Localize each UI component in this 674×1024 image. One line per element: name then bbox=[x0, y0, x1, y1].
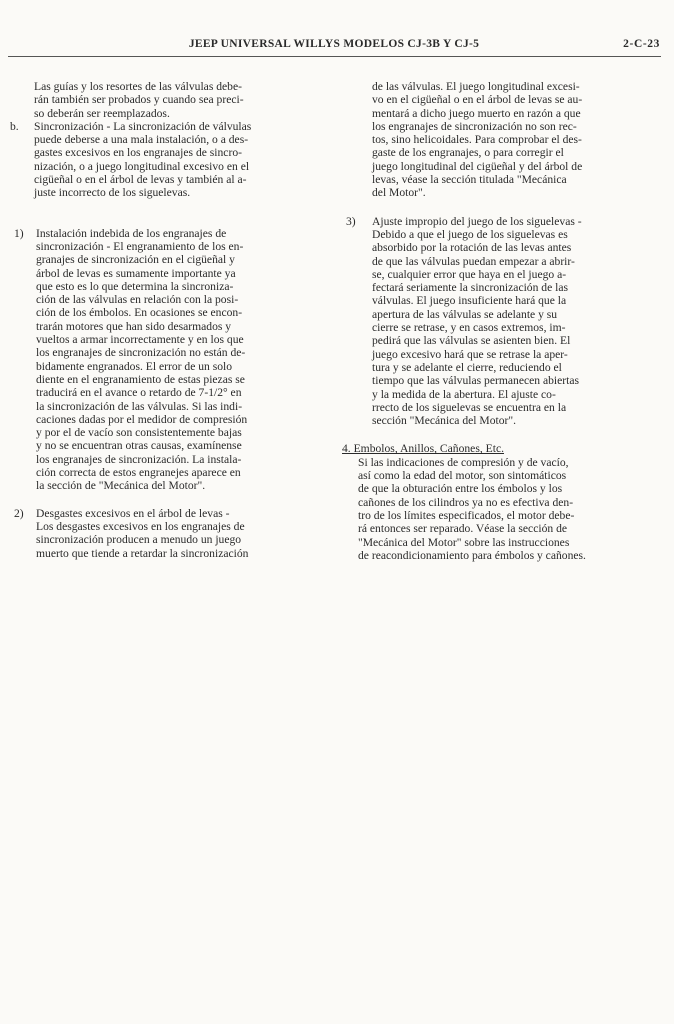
text-line: y por el de vacío son consistentemente bajas bbox=[36, 426, 242, 440]
text-line: traducirá en el avance o retardo de 7-1/2° en bbox=[36, 386, 242, 400]
text-line: juste incorrecto de los siguelevas. bbox=[34, 186, 191, 200]
text-line: la sección de "Mecánica del Motor". bbox=[36, 479, 206, 493]
text-line: Desgastes excesivos en el árbol de levas - bbox=[36, 506, 230, 520]
text-line: los engranajes de sincronización. La instala- bbox=[36, 452, 242, 466]
text-line: los engranajes de sincronización no están de- bbox=[36, 346, 246, 360]
paragraph-continuation bbox=[346, 80, 652, 200]
text-line: tro de los límites especificados, el motor debe- bbox=[358, 508, 575, 522]
section-b-sincronizacion bbox=[10, 120, 322, 200]
text-line: levas, véase la sección titulada "Mecánica bbox=[372, 173, 567, 187]
text-line: Ajuste impropio del juego de los siguelevas - bbox=[372, 214, 582, 228]
text-line: caciones dadas por el medidor de compresión bbox=[36, 412, 248, 426]
text-line: vueltos a armar incorrectamente y en los que bbox=[36, 333, 244, 347]
text-line: Debido a que el juego de los siguelevas es bbox=[372, 227, 568, 241]
text-line: del Motor". bbox=[372, 186, 426, 200]
item-2-desgastes bbox=[14, 507, 322, 560]
item-4-embolos bbox=[342, 442, 652, 562]
text-line: Los desgastes excesivos en los engranajes de bbox=[36, 519, 245, 533]
text-line: cañones de los cilindros ya no es efectiva den- bbox=[358, 495, 574, 509]
text-line: so deberán ser reemplazados. bbox=[34, 106, 170, 120]
text-line: cierre se retrase, y en casos extremos, im- bbox=[372, 321, 566, 335]
text-line: Instalación indebida de los engranajes de bbox=[36, 226, 227, 240]
text-line: de que la obturación entre los émbolos y los bbox=[358, 482, 563, 496]
text-line: que esto es lo que determina la sincroniza- bbox=[36, 279, 234, 293]
text-line: puede deberse a una mala instalación, o a des- bbox=[34, 133, 249, 147]
text-line: juego excesivo hará que se retrase la aper- bbox=[372, 347, 568, 361]
text-line: sección "Mecánica del Motor". bbox=[372, 414, 517, 428]
text-line: tos, sino helicoidales. Para comprobar el des- bbox=[372, 133, 582, 147]
text-line: rán también ser probados y cuando sea preci- bbox=[34, 93, 244, 107]
text-line: nización, o a juego longitudinal excesivo en el bbox=[34, 159, 250, 173]
text-line: de reacondicionamiento para émbolos y cañones. bbox=[358, 548, 586, 562]
paragraph-valve-guides bbox=[14, 80, 322, 120]
text-line: vo en el cigüeñal o en el árbol de levas se au- bbox=[372, 93, 583, 107]
text-line: sincronización - El engranamiento de los en- bbox=[36, 239, 244, 253]
text-line: ción de las válvulas en relación con la posi- bbox=[36, 293, 239, 307]
text-line: la sincronización de las válvulas. Si las indi- bbox=[36, 399, 243, 413]
text-line: rrecto de los siguelevas se encuentra en la bbox=[372, 400, 567, 414]
page-header bbox=[8, 38, 660, 54]
text-line: y no se encuentran otras causas, examínense bbox=[36, 439, 242, 453]
text-line: tura y se adelante el cierre, reduciendo el bbox=[372, 360, 562, 374]
text-line: gastes excesivos en los engranajes de sincro- bbox=[34, 146, 242, 160]
text-line: fectará seriamente la sincronización de las bbox=[372, 281, 569, 295]
text-line: Sincronización - La sincronización de válvulas bbox=[34, 119, 252, 133]
text-line: así como la edad del motor, son sintomáticos bbox=[358, 469, 567, 483]
text-line: ción correcta de estos engranejes aparece en bbox=[36, 466, 241, 480]
text-line: válvulas. El juego insuficiente hará que la bbox=[372, 294, 567, 308]
text-line: Si las indicaciones de compresión y de vacío, bbox=[358, 455, 569, 469]
item-marker: 1) bbox=[14, 226, 24, 240]
item-3-ajuste bbox=[346, 215, 652, 428]
text-line: rá entonces ser reparado. Véase la sección de bbox=[358, 522, 568, 536]
header-rule bbox=[8, 56, 661, 57]
item-marker: 3) bbox=[346, 214, 356, 228]
text-line: "Mecánica del Motor" sobre las instrucciones bbox=[358, 535, 570, 549]
page-number: 2-C-23 bbox=[623, 38, 660, 50]
text-line: mentará a dicho juego muerto en razón a que bbox=[372, 106, 581, 120]
text-line: se, cualquier error que haya en el juego a- bbox=[372, 267, 567, 281]
text-line: Las guías y los resortes de las válvulas debe- bbox=[34, 80, 242, 93]
right-column bbox=[342, 80, 652, 562]
text-line: bidamente engranados. El error de un solo bbox=[36, 359, 233, 373]
text-line: diente en el engranamiento de estas piezas se bbox=[36, 372, 245, 386]
item-marker: b. bbox=[10, 119, 19, 133]
text-line: absorbido por la rotación de las levas antes bbox=[372, 241, 572, 255]
text-line: árbol de levas es sumamente importante ya bbox=[36, 266, 236, 280]
text-line: pedirá que las válvulas se asienten bien. El bbox=[372, 334, 571, 348]
item-4-heading: 4. Embolos, Anillos, Cañones, Etc. bbox=[342, 442, 504, 456]
header-title: JEEP UNIVERSAL WILLYS MODELOS CJ-3B Y CJ-5 bbox=[188, 38, 480, 50]
text-line: ción de los émbolos. En ocasiones se encon- bbox=[36, 306, 243, 320]
text-line: gaste de los engranajes, o para corregir el bbox=[372, 146, 564, 160]
text-line: juego longitudinal del cigüeñal y del árbol de bbox=[372, 159, 583, 173]
item-1-instalacion bbox=[14, 227, 322, 493]
text-line: de las válvulas. El juego longitudinal excesi- bbox=[372, 80, 580, 93]
text-line: tiempo que las válvulas permanecen abiertas bbox=[372, 374, 579, 388]
text-line: cigüeñal o en el árbol de levas y también al a- bbox=[34, 173, 247, 187]
text-line: muerto que tiende a retardar la sincronización bbox=[36, 546, 249, 560]
text-line: apertura de las válvulas se adelante y su bbox=[372, 307, 558, 321]
text-line: de que las válvulas puedan empezar a abrir- bbox=[372, 254, 575, 268]
item-marker: 2) bbox=[14, 506, 24, 520]
text-line: trarán motores que han sido desarmados y bbox=[36, 319, 232, 333]
text-line: granajes de sincronización en el cigüeñal y bbox=[36, 253, 235, 267]
text-line: sincronización producen a menudo un juego bbox=[36, 533, 242, 547]
left-column bbox=[10, 80, 322, 560]
text-line: los engranajes de sincronización no son rec- bbox=[372, 119, 577, 133]
text-line: y la medida de la abertura. El ajuste co- bbox=[372, 387, 556, 401]
